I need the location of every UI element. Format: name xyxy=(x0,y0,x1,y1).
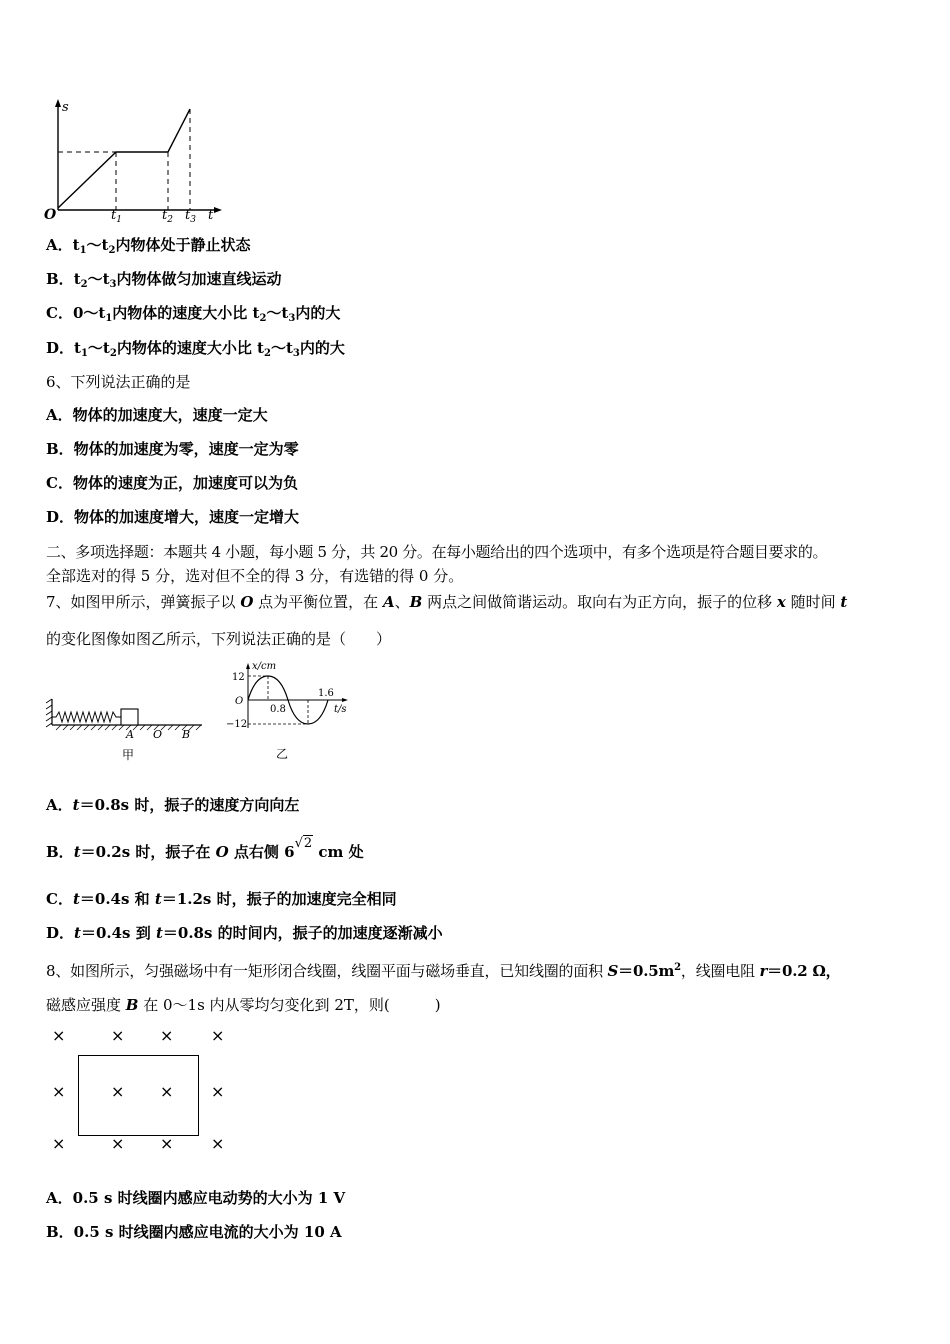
section2-line1: 二、多项选择题：本题共 4 小题，每小题 5 分，共 20 分。在每小题给出的四个选项中，有多个选项是符合题目要求的。 xyxy=(46,543,828,561)
t1-label: $t_1$ xyxy=(111,208,122,225)
origin-label: O xyxy=(44,207,57,223)
t-axis-label: t xyxy=(208,208,214,223)
s-axis-label: s xyxy=(62,100,69,115)
q5-option-b: B．$t_2\sim t_3$内物体做匀加速直线运动 xyxy=(46,270,282,290)
field-cross-icon: × xyxy=(211,1026,225,1045)
origin-label: O xyxy=(235,696,244,707)
q8-stem-line2: 磁感应强度 B 在 0～1s 内从零均匀变化到 2T，则( ) xyxy=(46,996,441,1014)
y-tick-neg12: −12 xyxy=(226,719,248,730)
figure-yi-x-t-graph xyxy=(222,660,362,770)
field-cross-icon: × xyxy=(52,1026,66,1045)
s-axis-arrow xyxy=(55,99,61,107)
y-tick-12: 12 xyxy=(232,672,245,683)
field-cross-icon: × xyxy=(111,1026,125,1045)
q8-option-a: A．0.5 s 时线圈内感应电动势的大小为 1 V xyxy=(46,1189,346,1207)
t-axis-arrow xyxy=(214,207,222,213)
x-tick-0-8: 0.8 xyxy=(270,704,286,715)
q6-option-d: D．物体的加速度增大，速度一定增大 xyxy=(46,508,300,526)
q6-option-b: B．物体的加速度为零，速度一定为零 xyxy=(46,440,299,458)
field-cross-icon: × xyxy=(160,1026,174,1045)
wall-hatch xyxy=(46,699,52,727)
field-cross-icon: × xyxy=(160,1082,174,1101)
q5-option-d: D．$t_1\sim t_2$内物体的速度大小比 $t_2\sim t_3$内的大 xyxy=(46,339,345,359)
spring xyxy=(52,712,121,722)
field-cross-icon: × xyxy=(52,1082,66,1101)
caption-yi: 乙 xyxy=(276,747,289,761)
q5-option-c: C．$0\sim t_1$内物体的速度大小比 $t_2\sim t_3$内的大 xyxy=(46,304,341,324)
y-axis-label: x/cm xyxy=(252,661,277,672)
x-tick-1-6: 1.6 xyxy=(318,688,334,699)
t2-label: $t_2$ xyxy=(162,208,173,225)
q8-stem-line1: 8、如图所示，匀强磁场中有一矩形闭合线圈，线圈平面与磁场垂直，已知线圈的面积 $S=0.5m^2$，线圈电阻 r＝0.2 Ω， xyxy=(46,962,841,980)
s-t-curve xyxy=(58,109,190,208)
field-cross-icon: × xyxy=(111,1134,125,1153)
t-axis-label: t/s xyxy=(334,704,347,715)
q7-option-a: A．t＝0.8s 时，振子的速度方向向左 xyxy=(46,796,300,814)
q6-stem: 6、下列说法正确的是 xyxy=(46,373,191,391)
q7-stem-line1: 7、如图甲所示，弹簧振子以 O 点为平衡位置，在 A、B 两点之间做简谐运动。取向右为正方向，振子的位移 x 随时间 t xyxy=(46,593,848,611)
point-b-label: B xyxy=(182,728,191,741)
field-cross-icon: × xyxy=(160,1134,174,1153)
field-cross-icon: × xyxy=(211,1134,225,1153)
q7-option-c: C．t＝0.4s 和 t＝1.2s 时，振子的加速度完全相同 xyxy=(46,890,397,908)
field-cross-icon: × xyxy=(111,1082,125,1101)
t-axis-arrow xyxy=(342,698,348,702)
point-o-label: O xyxy=(153,728,163,741)
x-axis-arrow xyxy=(246,663,250,669)
field-cross-icon: × xyxy=(52,1134,66,1153)
field-cross-icon: × xyxy=(211,1082,225,1101)
q6-option-a: A．物体的加速度大，速度一定大 xyxy=(46,406,268,424)
q5-option-a: A．$t_1\sim t_2$内物体处于静止状态 xyxy=(46,236,251,256)
figure-jia-spring-oscillator xyxy=(46,695,206,765)
caption-jia: 甲 xyxy=(122,748,135,762)
q6-option-c: C．物体的速度为正，加速度可以为负 xyxy=(46,474,298,492)
section2-line2: 全部选对的得 5 分，选对但不全的得 3 分，有选错的得 0 分。 xyxy=(46,567,464,585)
q7-option-d: D．t＝0.4s 到 t＝0.8s 的时间内，振子的加速度逐渐减小 xyxy=(46,924,443,942)
q7-option-b: B．t＝0.2s 时，振子在 O 点右侧 6√2 cm 处 xyxy=(46,836,364,861)
point-a-label: A xyxy=(126,728,134,741)
oscillator-block xyxy=(121,709,138,725)
q8-option-b: B．0.5 s 时线圈内感应电流的大小为 10 A xyxy=(46,1223,342,1241)
t3-label: $t_3$ xyxy=(185,208,196,225)
sqrt-symbol: √2 xyxy=(294,836,313,851)
coil-rectangle xyxy=(78,1055,199,1136)
q7-stem-line2: 的变化图像如图乙所示，下列说法正确的是（ ） xyxy=(46,630,392,648)
s-t-graph xyxy=(40,95,230,225)
